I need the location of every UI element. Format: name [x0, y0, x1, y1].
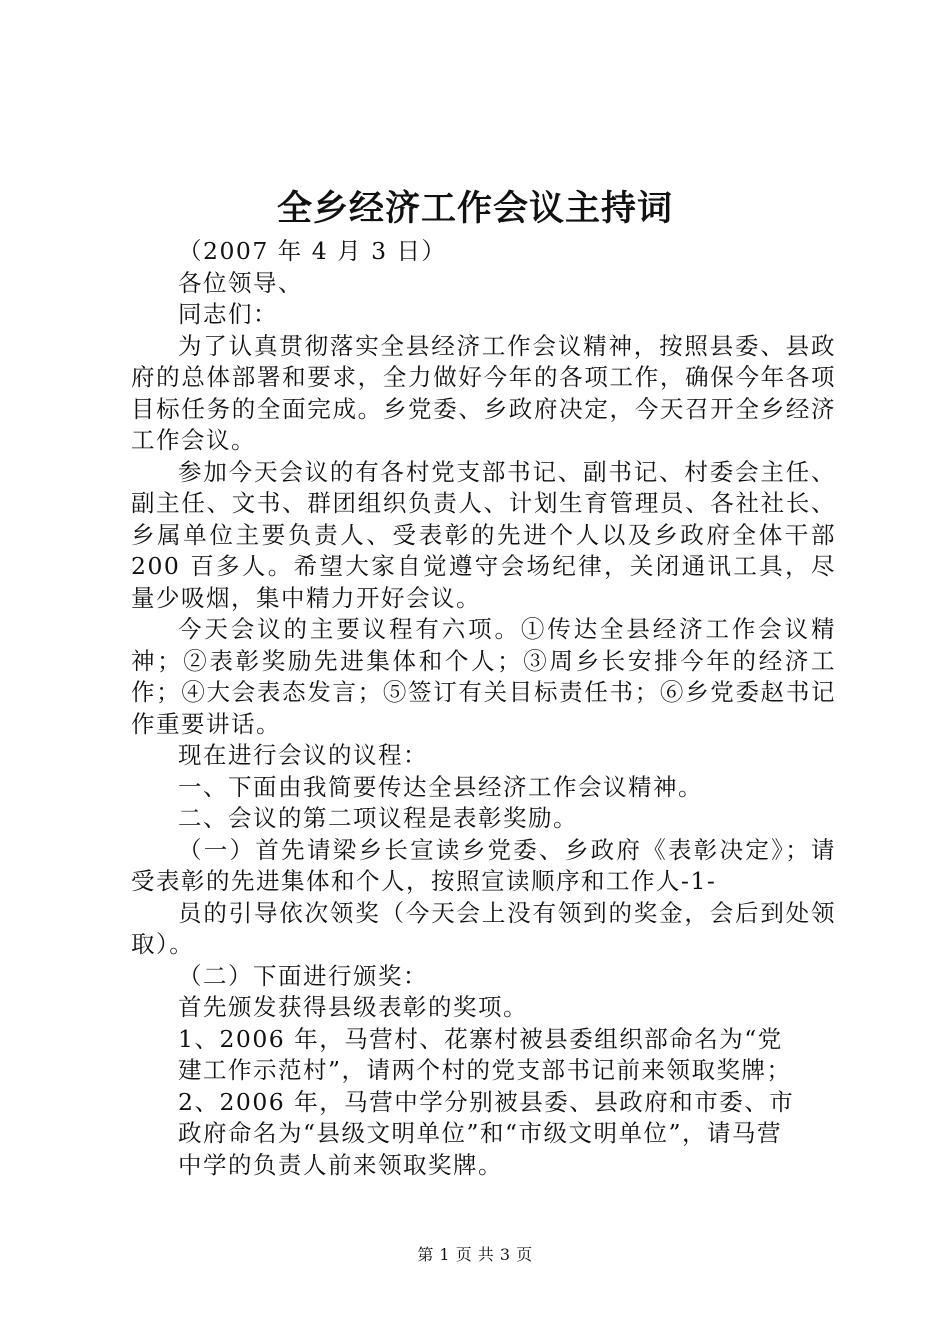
- award-2-line-1: 2、2006 年，马营中学分别被县委、县政府和市委、市: [178, 1087, 795, 1116]
- paragraph-attendees: 参加今天会议的有各村党支部书记、副书记、村委会主任、副主任、文书、群团组织负责人、计划生育管理员、各社社长、乡属单位主要负责人、受表彰的先进个人以及乡政府全体干部200 百多人。希望大家自觉遵守会场纪律，关闭通讯工具，尽量少吸烟，集中精力开好会议。: [131, 457, 836, 612]
- salutation-leaders: 各位领导、: [178, 268, 303, 297]
- date-line: （2007 年 4 月 3 日）: [178, 237, 447, 265]
- document-body: [131, 236, 836, 1181]
- paragraph-agenda: 今天会议的主要议程有六项。①传达全县经济工作会议精神；②表彰奖励先进集体和个人；③周乡长安排今年的经济工作；④大会表态发言；⑤签订有关目标责任书；⑥乡党委赵书记作重要讲话。: [131, 615, 836, 738]
- award-1-line-2: 建工作示范村”，请两个村的党支部书记前来领取奖牌；: [178, 1056, 792, 1084]
- county-awards-intro: 首先颁发获得县级表彰的奖项。: [178, 993, 528, 1021]
- agenda-item-1: 一、下面由我简要传达全县经济工作会议精神。: [178, 772, 703, 801]
- paragraph-proceed: 现在进行会议的议程：: [178, 741, 428, 769]
- page-number-footer: 第 1 页 共 3 页: [417, 1245, 533, 1264]
- sub-item-2: （二）下面进行颁奖：: [178, 961, 428, 990]
- sub-item-1-continued: 员的引导依次领奖（今天会上没有领到的奖金，会后到处领取）。: [131, 898, 836, 958]
- award-2-line-3: 中学的负责人前来领取奖牌。: [178, 1150, 503, 1179]
- award-2-line-2: 政府命名为“县级文明单位”和“市级文明单位”，请马营: [178, 1119, 783, 1147]
- sub-item-1: （一）首先请梁乡长宣读乡党委、乡政府《表彰决定》；请受表彰的先进集体和个人，按照宣读顺序和工作人-1-: [131, 835, 836, 895]
- paragraph-purpose: 为了认真贯彻落实全县经济工作会议精神，按照县委、县政府的总体部署和要求，全力做好今年的各项工作，确保今年各项目标任务的全面完成。乡党委、乡政府决定，今天召开全乡经济工作会议。: [131, 331, 836, 454]
- award-1-line-1: 1、2006 年，马营村、花寨村被县委组织部命名为“党: [178, 1024, 783, 1053]
- salutation-comrades: 同志们：: [178, 300, 278, 328]
- agenda-item-2: 二、会议的第二项议程是表彰奖励。: [178, 804, 578, 832]
- document-title: 全乡经济工作会议主持词: [276, 188, 673, 229]
